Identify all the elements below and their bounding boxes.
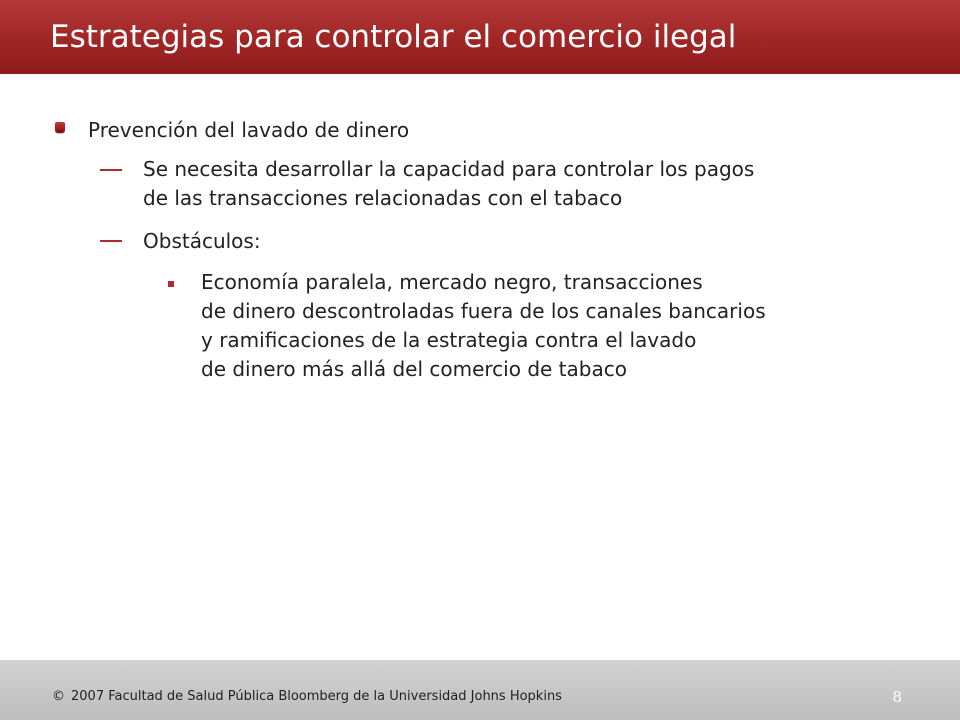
sub-bullet-need-line-2: de las transacciones relacionadas con el tabaco (143, 186, 623, 210)
sub-bullet-need-line-1: Se necesita desarrollar la capacidad para controlar los pagos (143, 157, 755, 181)
copyright-text: 2007 Facultad de Salud Pública Bloomberg de la Universidad Johns Hopkins (71, 689, 562, 704)
sub-bullet-obstacles: Obstáculos: (143, 229, 261, 253)
slide-title: Estrategias para controlar el comercio ilegal (50, 19, 737, 55)
dash-icon (100, 169, 122, 171)
footer-copyright (52, 689, 562, 704)
footer-bar (0, 660, 960, 720)
dash-icon (100, 240, 122, 242)
square-bullet-icon (168, 281, 174, 287)
bullet-marker-icon (55, 122, 65, 133)
bullet-prevention: Prevención del lavado de dinero (88, 118, 410, 142)
obstacles-detail-line: y ramificaciones de la estrategia contra el lavado (201, 328, 697, 352)
obstacles-detail-line: Economía paralela, mercado negro, transacciones (201, 270, 703, 294)
obstacles-detail-line: de dinero más allá del comercio de tabaco (201, 357, 627, 381)
obstacles-detail-line: de dinero descontroladas fuera de los canales bancarios (201, 299, 766, 323)
page-number: 8 (892, 688, 902, 706)
copyright-icon: © (52, 689, 65, 704)
obstacles-detail (201, 268, 766, 384)
